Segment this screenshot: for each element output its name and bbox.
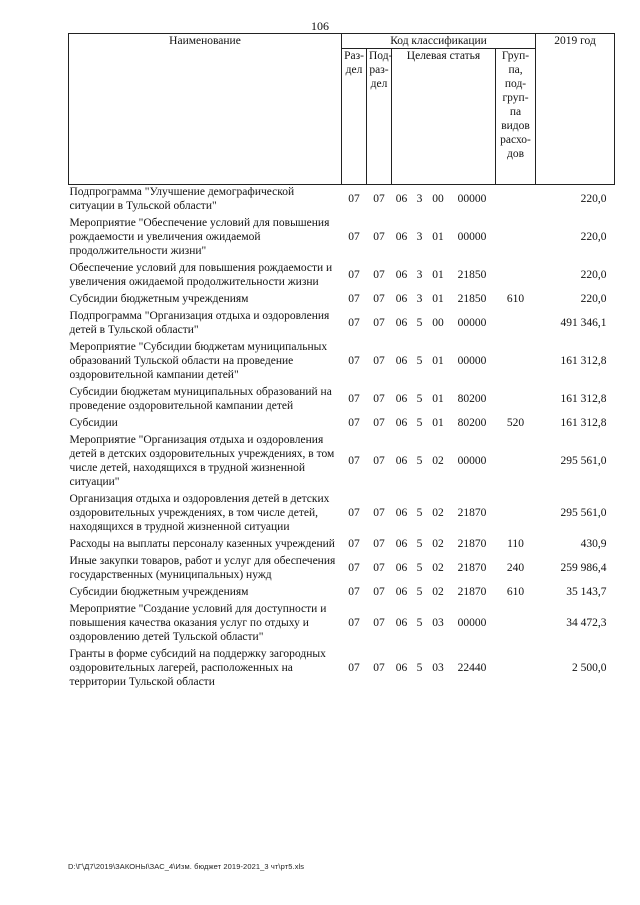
row-target-subprogram: 3 (416, 231, 423, 243)
row-target-direction: 21850 (457, 293, 487, 305)
table-row (69, 492, 615, 537)
row-target-program: 06 (395, 269, 408, 281)
row-amount: 34 472,3 (566, 617, 607, 629)
row-amount: 2 500,0 (572, 662, 607, 674)
row-expense-group (496, 216, 536, 261)
column-header-classification: Код классификации (342, 34, 536, 49)
page-number: 106 (311, 19, 329, 33)
row-target-program: 06 (395, 231, 408, 243)
row-subsection: 07 (373, 617, 385, 629)
row-target-activity: 02 (432, 562, 444, 574)
row-target-direction: 21870 (457, 507, 487, 519)
row-target-direction: 80200 (457, 393, 487, 405)
row-target-program: 06 (395, 507, 408, 519)
row-subsection: 07 (373, 507, 385, 519)
row-target-program: 06 (395, 193, 408, 205)
column-header-year: 2019 год (536, 34, 615, 49)
row-target-direction: 21850 (457, 269, 487, 281)
row-subsection: 07 (373, 455, 385, 467)
table-row (69, 433, 615, 492)
row-target-activity: 01 (432, 269, 444, 281)
row-section: 07 (348, 355, 360, 367)
row-amount: 220,0 (580, 293, 607, 305)
column-header-expense-group: Груп- па, под- груп- па видов расхо- дов (496, 49, 536, 185)
row-target-program: 06 (395, 562, 408, 574)
row-target-subprogram: 3 (416, 293, 423, 305)
row-section: 07 (348, 617, 360, 629)
row-target-subprogram: 5 (416, 617, 423, 629)
row-amount: 220,0 (580, 269, 607, 281)
row-subsection: 07 (373, 355, 385, 367)
budget-table (68, 33, 615, 692)
row-subsection: 07 (373, 586, 385, 598)
table-row (69, 340, 615, 385)
table-row (69, 537, 615, 554)
table-row (69, 385, 615, 416)
row-target-activity: 01 (432, 355, 444, 367)
row-amount: 430,9 (580, 538, 607, 550)
table-row (69, 185, 615, 217)
row-target-program: 06 (395, 417, 408, 429)
row-name: Гранты в форме субсидий на поддержку загородных оздоровительных лагерей, расположенных на территории Тульской области (69, 648, 326, 688)
row-target-program: 06 (395, 293, 408, 305)
row-target-program: 06 (395, 617, 408, 629)
column-header-name-continuation (69, 49, 342, 185)
row-section: 07 (348, 455, 360, 467)
row-target-direction: 00000 (457, 231, 487, 243)
row-target-activity: 01 (432, 417, 444, 429)
row-target-activity: 02 (432, 586, 444, 598)
row-subsection: 07 (373, 269, 385, 281)
row-target-program: 06 (395, 317, 408, 329)
row-name: Организация отдыха и оздоровления детей в детских оздоровительных учреждениях, в том числе детей, находящихся в трудной жизненной ситуации (69, 493, 330, 533)
column-header-subsection: Под- раз- дел (367, 49, 392, 185)
row-amount: 220,0 (580, 231, 607, 243)
row-expense-group (496, 492, 536, 537)
row-target-subprogram: 5 (416, 562, 423, 574)
row-name: Субсидии (69, 417, 118, 429)
row-target-activity: 03 (432, 662, 444, 674)
column-header-year-continuation (536, 49, 615, 185)
row-expense-group (496, 309, 536, 340)
table-row (69, 416, 615, 433)
table-row (69, 585, 615, 602)
row-section: 07 (348, 586, 360, 598)
row-amount: 161 312,8 (560, 355, 607, 367)
row-target-subprogram: 5 (416, 355, 423, 367)
row-name: Обеспечение условий для повышения рождаемости и увеличения ожидаемой продолжительности жизни (69, 262, 333, 288)
row-name: Субсидии бюджетным учреждениям (69, 586, 249, 598)
row-subsection: 07 (373, 293, 385, 305)
row-expense-group (496, 340, 536, 385)
row-subsection: 07 (373, 393, 385, 405)
column-header-name: Наименование (69, 34, 342, 49)
table-body (69, 185, 615, 693)
row-target-direction: 00000 (457, 455, 487, 467)
table-row (69, 216, 615, 261)
row-name: Субсидии бюджетам муниципальных образований на проведение оздоровительной кампании детей (69, 386, 332, 412)
row-section: 07 (348, 317, 360, 329)
row-expense-group (496, 647, 536, 692)
row-expense-group (496, 385, 536, 416)
row-name: Мероприятие "Субсидии бюджетам муниципальных образований Тульской области на проведение оздоровительной кампании детей" (69, 341, 328, 381)
row-target-subprogram: 5 (416, 317, 423, 329)
row-section: 07 (348, 393, 360, 405)
row-target-activity: 02 (432, 455, 444, 467)
row-target-direction: 00000 (457, 355, 487, 367)
row-name: Подпрограмма "Организация отдыха и оздоровления детей в Тульской области" (69, 310, 330, 336)
table-row (69, 602, 615, 647)
row-subsection: 07 (373, 562, 385, 574)
row-amount: 220,0 (580, 193, 607, 205)
row-expense-group: 110 (507, 538, 524, 550)
row-amount: 491 346,1 (560, 317, 607, 329)
row-target-subprogram: 3 (416, 269, 423, 281)
row-amount: 35 143,7 (566, 586, 607, 598)
table-row (69, 292, 615, 309)
row-name: Мероприятие "Организация отдыха и оздоровления детей в детских оздоровительных учреждениях, в том числе детей, находящихся в трудной жизненной ситуации" (69, 434, 335, 488)
row-expense-group (496, 433, 536, 492)
row-target-direction: 80200 (457, 417, 487, 429)
row-target-program: 06 (395, 355, 408, 367)
row-subsection: 07 (373, 317, 385, 329)
row-expense-group (496, 261, 536, 292)
row-target-activity: 00 (432, 193, 444, 205)
row-target-program: 06 (395, 662, 408, 674)
row-target-activity: 02 (432, 538, 444, 550)
row-target-direction: 21870 (457, 562, 487, 574)
row-name: Субсидии бюджетным учреждениям (69, 293, 249, 305)
row-subsection: 07 (373, 538, 385, 550)
row-target-activity: 01 (432, 393, 444, 405)
row-target-activity: 00 (432, 317, 444, 329)
row-section: 07 (348, 193, 360, 205)
row-subsection: 07 (373, 231, 385, 243)
row-expense-group (496, 185, 536, 217)
row-name: Иные закупки товаров, работ и услуг для обеспечения государственных (муниципальных) нужд (69, 555, 336, 581)
row-amount: 161 312,8 (560, 417, 607, 429)
row-target-direction: 22440 (457, 662, 487, 674)
row-subsection: 07 (373, 193, 385, 205)
row-section: 07 (348, 507, 360, 519)
row-expense-group: 520 (506, 417, 525, 429)
row-expense-group: 610 (506, 293, 525, 305)
row-section: 07 (348, 293, 360, 305)
row-target-subprogram: 5 (416, 586, 423, 598)
row-section: 07 (348, 662, 360, 674)
row-target-direction: 21870 (457, 586, 487, 598)
row-name: Мероприятие "Создание условий для доступности и повышения качества оказания услуг по отдыху и оздоровлению детей Тульской области" (69, 603, 327, 643)
row-section: 07 (348, 562, 360, 574)
row-target-direction: 00000 (457, 193, 487, 205)
row-name: Подпрограмма "Улучшение демографической ситуации в Тульской области" (69, 186, 295, 212)
row-target-activity: 02 (432, 507, 444, 519)
row-target-program: 06 (395, 455, 408, 467)
row-target-subprogram: 3 (416, 193, 423, 205)
row-target-direction: 00000 (457, 317, 487, 329)
row-target-subprogram: 5 (416, 662, 423, 674)
row-section: 07 (348, 231, 360, 243)
row-amount: 295 561,0 (560, 455, 607, 467)
row-target-program: 06 (395, 538, 408, 550)
row-target-direction: 21870 (457, 538, 487, 550)
table-header (69, 34, 615, 185)
row-target-direction: 00000 (457, 617, 487, 629)
row-name: Расходы на выплаты персоналу казенных учреждений (69, 538, 335, 550)
row-target-program: 06 (395, 586, 408, 598)
table-row (69, 647, 615, 692)
table-row (69, 309, 615, 340)
column-header-target-item: Целевая статья (392, 49, 496, 185)
row-amount: 295 561,0 (560, 507, 607, 519)
row-target-activity: 01 (432, 231, 444, 243)
row-subsection: 07 (373, 662, 385, 674)
row-section: 07 (348, 269, 360, 281)
row-expense-group (496, 602, 536, 647)
row-target-subprogram: 5 (416, 417, 423, 429)
column-header-section: Раз- дел (342, 49, 367, 185)
row-section: 07 (348, 417, 360, 429)
row-subsection: 07 (373, 417, 385, 429)
row-target-subprogram: 5 (416, 538, 423, 550)
row-target-subprogram: 5 (416, 507, 423, 519)
row-amount: 259 986,4 (560, 562, 607, 574)
row-target-activity: 03 (432, 617, 444, 629)
table-row (69, 554, 615, 585)
row-target-program: 06 (395, 393, 408, 405)
table-row (69, 261, 615, 292)
row-target-subprogram: 5 (416, 455, 423, 467)
row-expense-group: 610 (506, 586, 525, 598)
row-section: 07 (348, 538, 360, 550)
row-target-subprogram: 5 (416, 393, 423, 405)
row-amount: 161 312,8 (560, 393, 607, 405)
file-path-footer: D:\Г\Д7\2019\ЗАКОНЫ\ЗАС_4\Изм. бюджет 2019-2021_3 чт\рт5.xls (68, 862, 305, 871)
row-expense-group: 240 (506, 562, 525, 574)
row-name: Мероприятие "Обеспечение условий для повышения рождаемости и увеличения ожидаемой продолжительности жизни" (69, 217, 330, 257)
row-target-activity: 01 (432, 293, 444, 305)
